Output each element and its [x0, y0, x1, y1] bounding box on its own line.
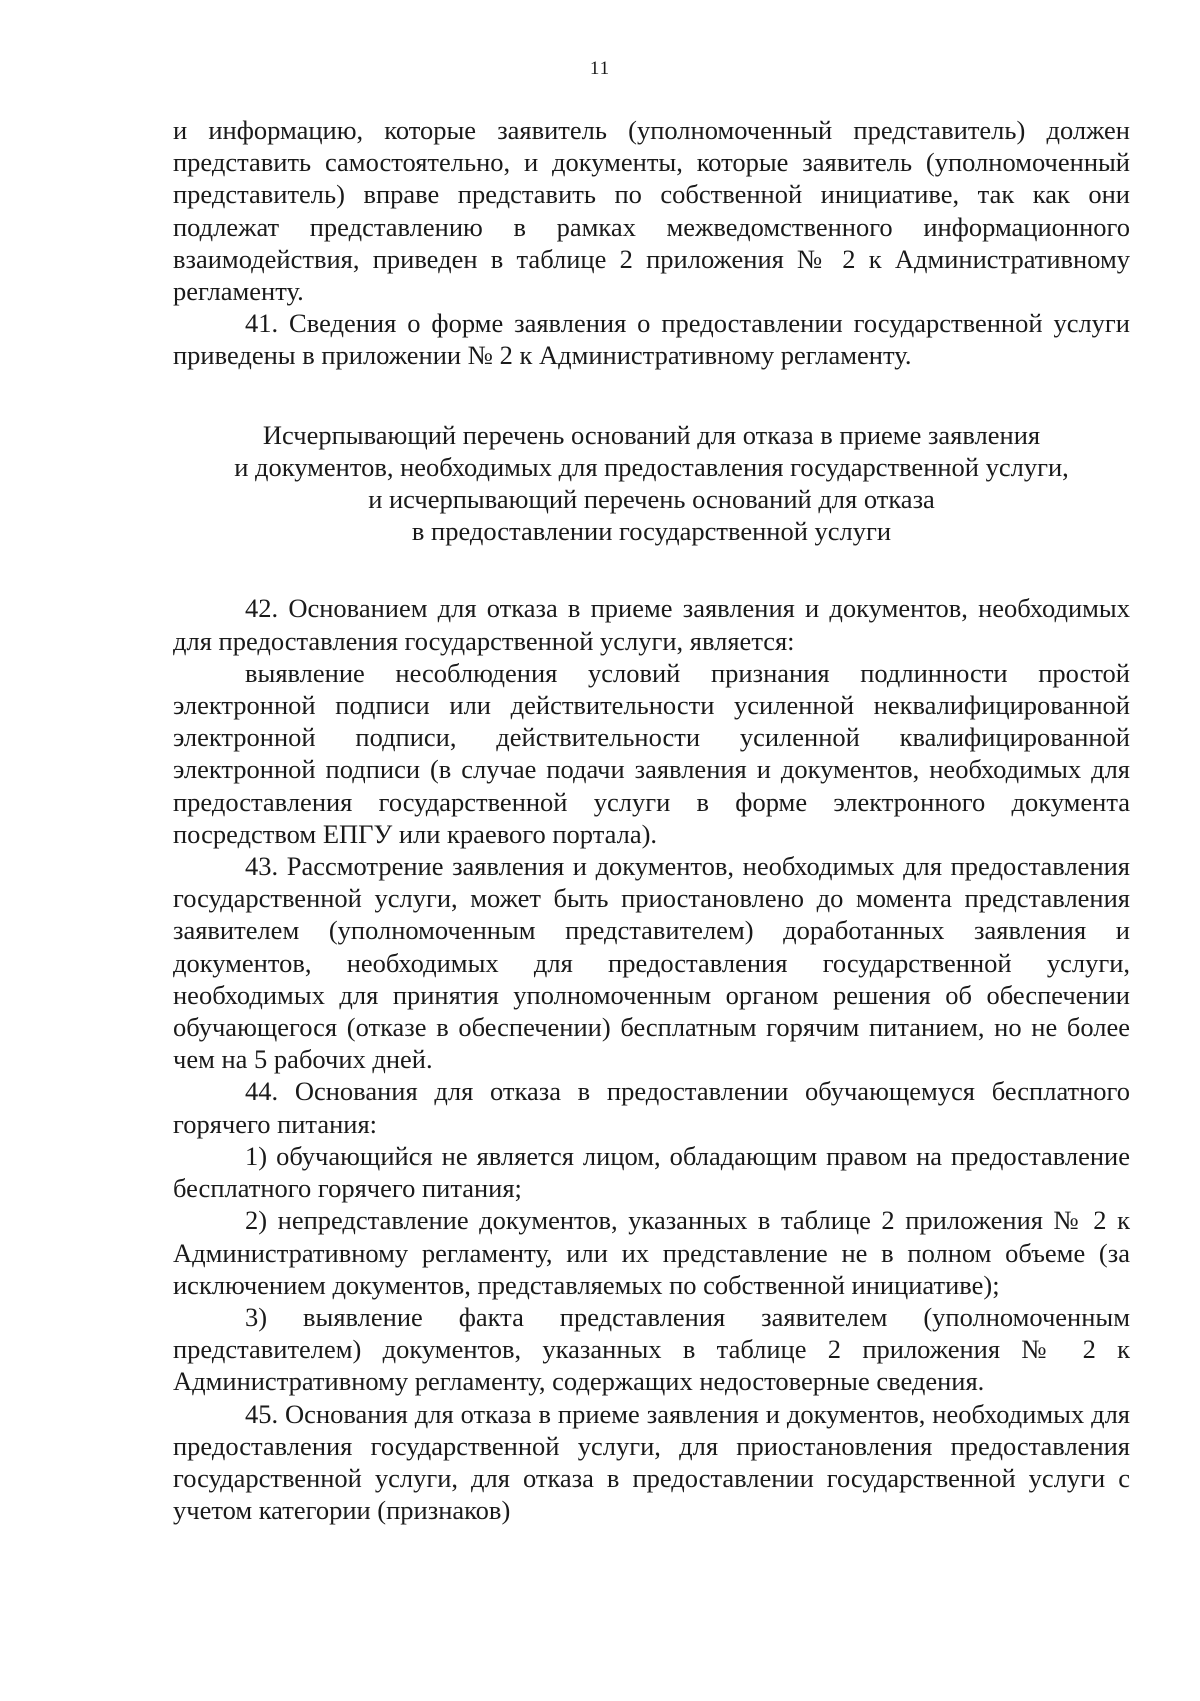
page-number: 11 [589, 58, 611, 79]
paragraph-41: 41. Сведения о форме заявления о предоставлении государственной услуги приведены в приложении № 2 к Административному регламенту. [173, 308, 1130, 371]
paragraph-44: 44. Основания для отказа в предоставлении обучающемуся бесплатного горячего питания: [173, 1076, 1130, 1139]
section-heading-line: в предоставлении государственной услуги [411, 516, 892, 547]
section-heading-line: и исчерпывающий перечень оснований для отказа [368, 484, 935, 515]
section-heading [173, 419, 1130, 548]
paragraph-43: 43. Рассмотрение заявления и документов, необходимых для предоставления государственной услуги, может быть приостановлено до момента представления заявителем (уполномоченным представителем) доработанных заявления и документов, необходимых для предоставления государственной услуги, необходимых для принятия уполномоченным органом решения об обеспечении обучающегося (отказе в обеспечении) бесплатным горячим питанием, но не более чем на 5 рабочих дней. [173, 851, 1130, 1075]
paragraph-continuation: и информацию, которые заявитель (уполномоченный представитель) должен представить самостоятельно, и документы, которые заявитель (уполномоченный представитель) вправе представить по собственной инициативе, так как они подлежат представлению в рамках межведомственного информационного взаимодействия, приведен в таблице 2 приложения № 2 к Административному регламенту. [173, 115, 1130, 307]
paragraph-42: 42. Основанием для отказа в приеме заявления и документов, необходимых для предоставления государственной услуги, является: [173, 593, 1130, 656]
paragraph-42-item: выявление несоблюдения условий признания подлинности простой электронной подписи или действительности усиленной неквалифицированной электронной подписи, действительности усиленной квалифицированной электронной подписи (в случае подачи заявления и документов, необходимых для предоставления государственной услуги в форме электронного документа посредством ЕПГУ или краевого портала). [173, 657, 1130, 849]
paragraph-44-item-3: 3) выявление факта представления заявителем (уполномоченным представителем) документов, указанных в таблице 2 приложения № 2 к Административному регламенту, содержащих недостоверные сведения. [173, 1301, 1130, 1397]
document-body [173, 114, 1130, 1526]
paragraph-45: 45. Основания для отказа в приеме заявления и документов, необходимых для предоставления государственной услуги, для приостановления предоставления государственной услуги, для отказа в предоставлении государственной услуги с учетом категории (признаков) [173, 1398, 1130, 1526]
paragraph-44-item-2: 2) непредставление документов, указанных в таблице 2 приложения № 2 к Административному регламенту, или их представление не в полном объеме (за исключением документов, представляемых по собственной инициативе); [173, 1205, 1130, 1300]
section-heading-line: и документов, необходимых для предоставления государственной услуги, [234, 451, 1069, 482]
section-heading-line: Исчерпывающий перечень оснований для отказа в приеме заявления [262, 419, 1041, 450]
paragraph-44-item-1: 1) обучающийся не является лицом, обладающим правом на предоставление бесплатного горячего питания; [173, 1140, 1130, 1204]
